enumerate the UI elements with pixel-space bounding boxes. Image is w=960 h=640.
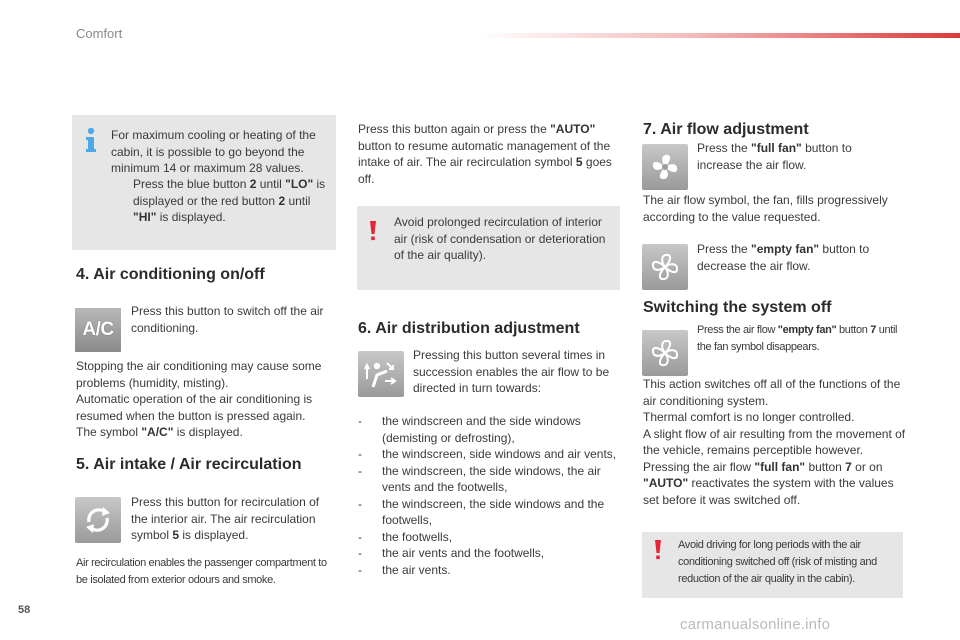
section-6-heading: 6. Air distribution adjustment xyxy=(358,320,580,337)
warning-switch-off-text: Avoid driving for long periods with the air conditioning switched off (risk of misting and reduction of the air quality in the cabin). xyxy=(678,539,877,585)
list-item: - the air vents. xyxy=(358,562,451,577)
list-dash: - xyxy=(358,529,362,544)
watermark: carmanualsonline.info xyxy=(680,616,831,633)
list-dash: - xyxy=(358,562,362,577)
empty-fan-icon xyxy=(642,244,688,290)
full-fan-text: Press the "full fan" button to increase the air flow. xyxy=(697,141,852,172)
switch-off-heading: Switching the system off xyxy=(643,299,832,316)
list-item: - the air vents and the footwells, xyxy=(358,546,545,560)
header-accent-bar xyxy=(478,33,960,38)
page-number: 58 xyxy=(18,604,31,616)
list-dash: - xyxy=(358,463,362,478)
section-4-body: Stopping the air conditioning may cause some problems (humidity, misting). Automatic operation of the air conditioning is resumed when the button is pressed again. The symbol "A/C" is displayed. xyxy=(76,359,322,439)
list-dash: - xyxy=(358,414,362,428)
air-distribution-icon xyxy=(358,351,404,397)
section-5-note: Air recirculation enables the passenger compartment to be isolated from exterior odours and smoke. xyxy=(76,557,327,586)
ac-button-icon xyxy=(75,308,121,352)
list-item: - the windscreen and the side windows (demisting or defrosting), xyxy=(358,414,581,445)
switch-off-body: This action switches off all of the functions of the air conditioning system. Thermal comfort is no longer controlled. A slight flow of air resulting from the movement of the vehicle, remains perceptible however. Pressing the air flow "full fan" button 7 or on "AUTO" reactivates the system with the values set before it was switched off. xyxy=(643,377,906,507)
switch-off-press-text: Press the air flow "empty fan" button 7 until the fan symbol disappears. xyxy=(697,324,898,353)
full-fan-icon xyxy=(642,144,688,190)
warning-icon xyxy=(369,221,377,246)
section-7-heading: 7. Air flow adjustment xyxy=(643,121,809,138)
air-distribution-list xyxy=(358,413,620,578)
list-dash: - xyxy=(358,447,362,461)
auto-text: Press this button again or press the "AUTO" button to resume automatic management of the intake of air. The air recirculation symbol 5 goes off. xyxy=(358,122,612,186)
section-4-heading: 4. Air conditioning on/off xyxy=(76,266,265,283)
list-item: - the windscreen, side windows and air vents, xyxy=(358,447,617,461)
section-5-press-text: Press this button for recirculation of the interior air. The air recirculation symbol 5 is displayed. xyxy=(131,495,320,542)
empty-fan-icon-2 xyxy=(642,330,688,376)
list-dash: - xyxy=(358,546,362,560)
warning-icon-2 xyxy=(654,540,662,565)
list-item: - the windscreen, the side windows and the footwells, xyxy=(358,496,605,527)
page-section-title: Comfort xyxy=(76,26,123,41)
empty-fan-text: Press the "empty fan" button to decrease the air flow. xyxy=(697,242,870,273)
warning-recirculation-text: Avoid prolonged recirculation of interior air (risk of condensation or deterioration of the air quality). xyxy=(394,215,606,262)
list-dash: - xyxy=(358,496,362,511)
list-item: - the windscreen, the side windows, the air vents and the footwells, xyxy=(358,463,601,494)
list-item: - the footwells, xyxy=(358,529,453,544)
recirculation-icon xyxy=(75,497,121,543)
section-5-heading: 5. Air intake / Air recirculation xyxy=(76,456,302,473)
fan-symbol-text: The air flow symbol, the fan, fills progressively according to the value requested. xyxy=(643,193,888,224)
section-6-press-text: Pressing this button several times in succession enables the air flow to be directed in turn towards: xyxy=(413,348,610,395)
info-box-intro: For maximum cooling or heating of the cabin, it is possible to go beyond the minimum 14 or maximum 28 values. xyxy=(111,128,316,175)
info-icon xyxy=(84,127,98,158)
ac-button-label: A/C xyxy=(82,319,114,340)
section-4-press-text: Press this button to switch off the air conditioning. xyxy=(131,304,324,335)
info-box-step: Press the blue button 2 until "LO" is displayed or the red button 2 until "HI" is displayed. xyxy=(133,177,326,224)
